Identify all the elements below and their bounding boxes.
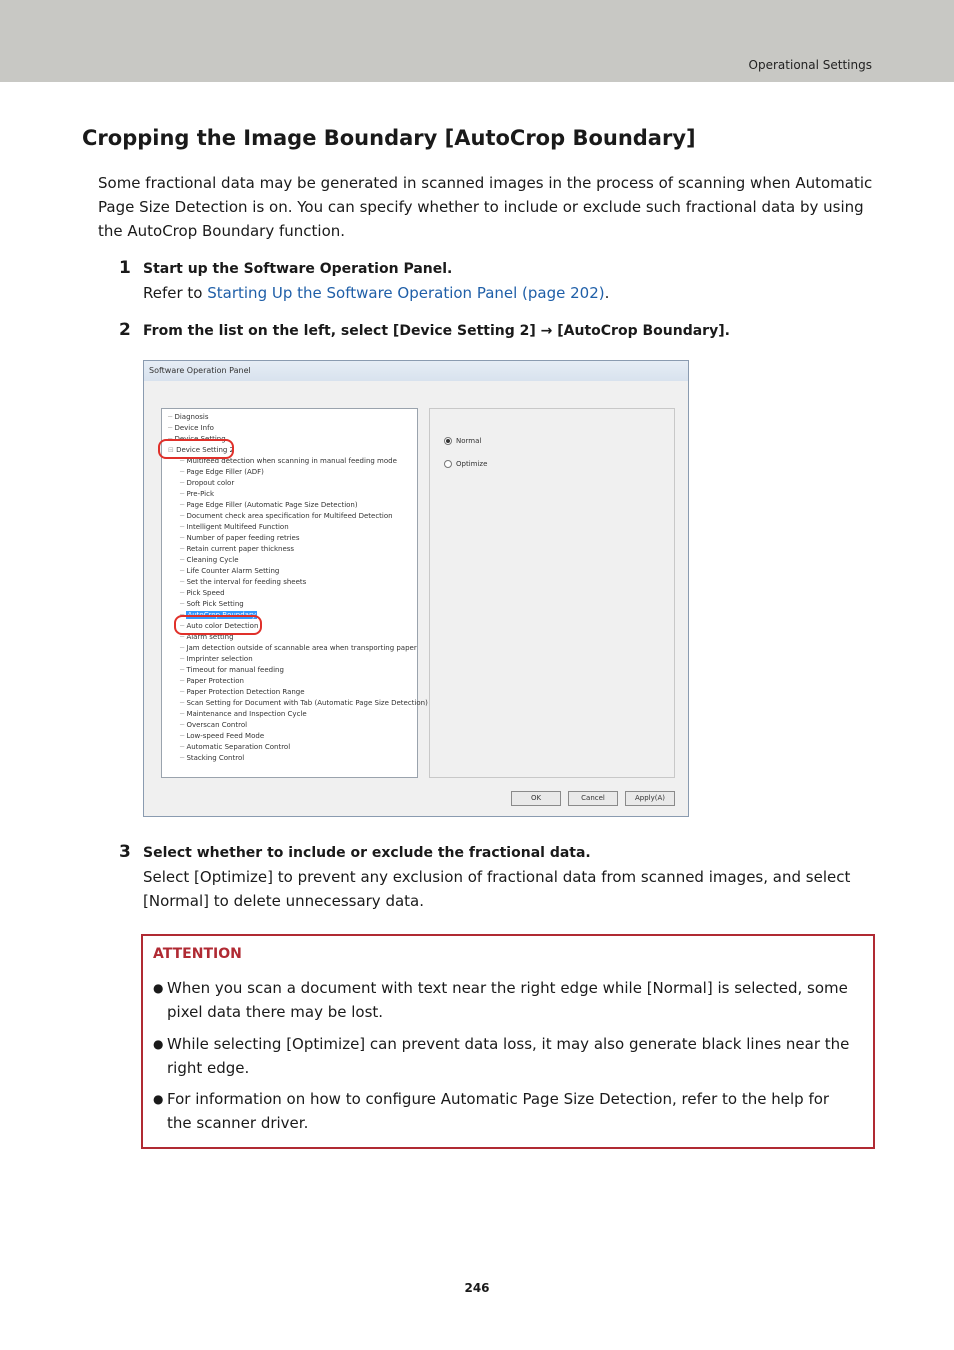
tree-item-label: Pick Speed xyxy=(186,589,225,597)
tree-item[interactable] xyxy=(180,666,284,675)
tree-item-label: AutoCrop Boundary xyxy=(187,611,256,619)
tree-item-label: Paper Protection Detection Range xyxy=(186,688,305,696)
tree-connector: ─ xyxy=(180,490,187,498)
radio-normal-label: Normal xyxy=(456,437,482,445)
step-3-title: Select whether to include or exclude the fractional data. xyxy=(143,845,591,861)
attention-item-text: When you scan a document with text near the right edge while [Normal] is selected, some pixel data there may be lost. xyxy=(167,979,848,1021)
tree-item[interactable] xyxy=(180,699,428,708)
tree-item-label: Life Counter Alarm Setting xyxy=(186,567,280,575)
tree-item-label: Maintenance and Inspection Cycle xyxy=(186,710,307,718)
radio-optimize-dot xyxy=(444,460,452,468)
tree-connector: ─ xyxy=(168,424,175,432)
tree-item-label: Document check area specification for Multifeed Detection xyxy=(186,512,393,520)
tree-item[interactable] xyxy=(168,413,208,422)
tree-item[interactable] xyxy=(180,512,393,521)
step-1-suffix: . xyxy=(604,284,610,302)
apply-button[interactable]: Apply(A) xyxy=(625,791,675,806)
tree-item[interactable] xyxy=(180,721,247,730)
step-1-number: 1 xyxy=(119,258,131,278)
tree-item-label: Scan Setting for Document with Tab (Automatic Page Size Detection) xyxy=(186,699,428,707)
page-title: Cropping the Image Boundary [AutoCrop Boundary] xyxy=(82,126,696,150)
tree-connector: ─ xyxy=(180,721,187,729)
tree-connector: ─ xyxy=(180,556,187,564)
tree-connector: ─ xyxy=(180,688,187,696)
tree-connector: ─ xyxy=(180,600,187,608)
step-2-title: From the list on the left, select [Device Setting 2] → [AutoCrop Boundary]. xyxy=(143,323,730,339)
tree-connector: ─ xyxy=(180,754,187,762)
section-label: Operational Settings xyxy=(748,58,872,72)
tree-connector: ─ xyxy=(180,699,187,707)
tree-item[interactable] xyxy=(180,732,264,741)
tree-item[interactable] xyxy=(180,644,417,653)
tree-item[interactable] xyxy=(168,424,214,433)
tree-item[interactable] xyxy=(180,468,264,477)
tree-connector: ─ xyxy=(180,644,187,652)
tree-connector: ─ xyxy=(180,732,187,740)
tree-connector: ─ xyxy=(168,413,175,421)
tree-item[interactable] xyxy=(180,556,239,565)
tree-connector: ─ xyxy=(180,534,187,542)
tree-item-label: Retain current paper thickness xyxy=(186,545,295,553)
tree-item-label: Set the interval for feeding sheets xyxy=(186,578,307,586)
tree-item[interactable] xyxy=(180,490,214,499)
tree-item-label: Device Info xyxy=(174,424,214,432)
attention-item-text: While selecting [Optimize] can prevent data loss, it may also generate black lines near the right edge. xyxy=(167,1035,850,1077)
tree-item-label: Device Setting 2 xyxy=(176,446,235,454)
tree-item-label: Automatic Separation Control xyxy=(186,743,291,751)
step-1-prefix: Refer to xyxy=(143,284,208,302)
ok-button[interactable]: OK xyxy=(511,791,561,806)
settings-tree xyxy=(161,408,428,778)
tree-connector: ─ xyxy=(180,622,187,630)
radio-normal[interactable] xyxy=(444,437,481,445)
tree-item-label: Low-speed Feed Mode xyxy=(186,732,265,740)
tree-item-label: Paper Protection xyxy=(186,677,244,685)
radio-optimize[interactable] xyxy=(444,460,487,468)
tree-item[interactable] xyxy=(180,677,244,686)
tree-connector: ─ xyxy=(180,512,187,520)
tree-item-label: Device Setting xyxy=(174,435,226,443)
tree-item-label: Page Edge Filler (ADF) xyxy=(186,468,264,476)
intro-paragraph: Some fractional data may be generated in scanned images in the process of scanning when Automatic Page Size Detection is on. You can specify whether to include or exclude such fractional data by using the AutoCrop Boundary function. xyxy=(98,174,873,240)
bullet-icon: ● xyxy=(153,981,164,995)
step-1-title: Start up the Software Operation Panel. xyxy=(143,261,453,277)
tree-item[interactable] xyxy=(180,600,244,609)
tree-item-label: Overscan Control xyxy=(186,721,248,729)
tree-item-label: Cleaning Cycle xyxy=(186,556,239,564)
tree-item-label: Pre-Pick xyxy=(186,490,215,498)
tree-connector: ─ xyxy=(168,435,175,443)
bullet-icon: ● xyxy=(153,1037,164,1051)
tree-item[interactable] xyxy=(180,534,299,543)
tree-connector: ⊟ xyxy=(168,446,177,454)
tree-connector: ─ xyxy=(180,743,187,751)
highlight-ring-device-setting-2 xyxy=(158,439,234,459)
step-3-body: Select [Optimize] to prevent any exclusion of fractional data from scanned images, and select [Normal] to delete unnecessary data. xyxy=(143,868,851,910)
tree-connector: ─ xyxy=(180,666,187,674)
tree-item[interactable] xyxy=(180,545,294,554)
tree-item[interactable] xyxy=(180,479,234,488)
dialog-titlebar: Software Operation Panel xyxy=(144,361,688,381)
step-2-number: 2 xyxy=(119,320,131,340)
option-panel xyxy=(429,408,675,778)
tree-item[interactable] xyxy=(180,710,307,719)
tree-connector: ─ xyxy=(180,479,187,487)
tree-item-label: Jam detection outside of scannable area when transporting paper xyxy=(186,644,417,652)
step-1-link[interactable]: Starting Up the Software Operation Panel (page 202) xyxy=(207,284,605,302)
radio-optimize-label: Optimize xyxy=(456,460,488,468)
tree-item-label: Dropout color xyxy=(186,479,235,487)
attention-item-text: For information on how to configure Automatic Page Size Detection, refer to the help for the scanner driver. xyxy=(167,1090,830,1132)
tree-item-label: Intelligent Multifeed Function xyxy=(186,523,289,531)
bullet-icon: ● xyxy=(153,1092,164,1106)
tree-item-label: Timeout for manual feeding xyxy=(186,666,284,674)
tree-connector: ─ xyxy=(180,501,187,509)
tree-connector: ─ xyxy=(180,677,187,685)
tree-item[interactable] xyxy=(180,589,225,598)
step-3-number: 3 xyxy=(119,842,131,862)
tree-connector: ─ xyxy=(180,578,187,586)
tree-connector: ─ xyxy=(180,545,187,553)
tree-connector: ─ xyxy=(180,468,187,476)
tree-item[interactable] xyxy=(180,743,290,752)
attention-item xyxy=(153,1032,857,1080)
tree-item-label: Alarm setting xyxy=(186,633,234,641)
tree-connector: ─ xyxy=(180,633,187,641)
tree-connector: ─ xyxy=(180,589,187,597)
radio-normal-dot xyxy=(444,437,452,445)
tree-item[interactable] xyxy=(180,501,358,510)
tree-item-label: Soft Pick Setting xyxy=(186,600,244,608)
tree-item-label: Page Edge Filler (Automatic Page Size Detection) xyxy=(186,501,358,509)
tree-connector: ─ xyxy=(180,710,187,718)
tree-connector: ─ xyxy=(180,523,187,531)
tree-item-label: Auto color Detection xyxy=(186,622,259,630)
tree-connector: ─ xyxy=(180,457,187,465)
attention-heading: ATTENTION xyxy=(153,946,242,962)
tree-item[interactable] xyxy=(180,523,289,532)
step-1-body xyxy=(143,281,863,305)
tree-item[interactable] xyxy=(180,567,279,576)
tree-item[interactable] xyxy=(180,754,244,763)
tree-item[interactable] xyxy=(180,655,253,664)
tree-connector: ─ xyxy=(180,567,187,575)
tree-item-label: Imprinter selection xyxy=(186,655,253,663)
page-number: 246 xyxy=(464,1281,490,1295)
tree-connector: ─ xyxy=(180,611,187,619)
tree-item[interactable] xyxy=(180,688,305,697)
attention-box xyxy=(141,934,875,1149)
tree-connector: ─ xyxy=(180,655,187,663)
tree-item[interactable] xyxy=(180,578,306,587)
tree-item-label: Number of paper feeding retries xyxy=(186,534,300,542)
cancel-button[interactable]: Cancel xyxy=(568,791,618,806)
tree-item-label: Stacking Control xyxy=(186,754,245,762)
tree-item-label: Multifeed detection when scanning in manual feeding mode xyxy=(186,457,397,465)
software-operation-panel-screenshot xyxy=(143,360,689,817)
highlight-ring-autocrop-boundary xyxy=(174,615,262,635)
tree-item-label: Diagnosis xyxy=(174,413,209,421)
attention-item xyxy=(153,976,857,1024)
attention-item xyxy=(153,1087,857,1135)
